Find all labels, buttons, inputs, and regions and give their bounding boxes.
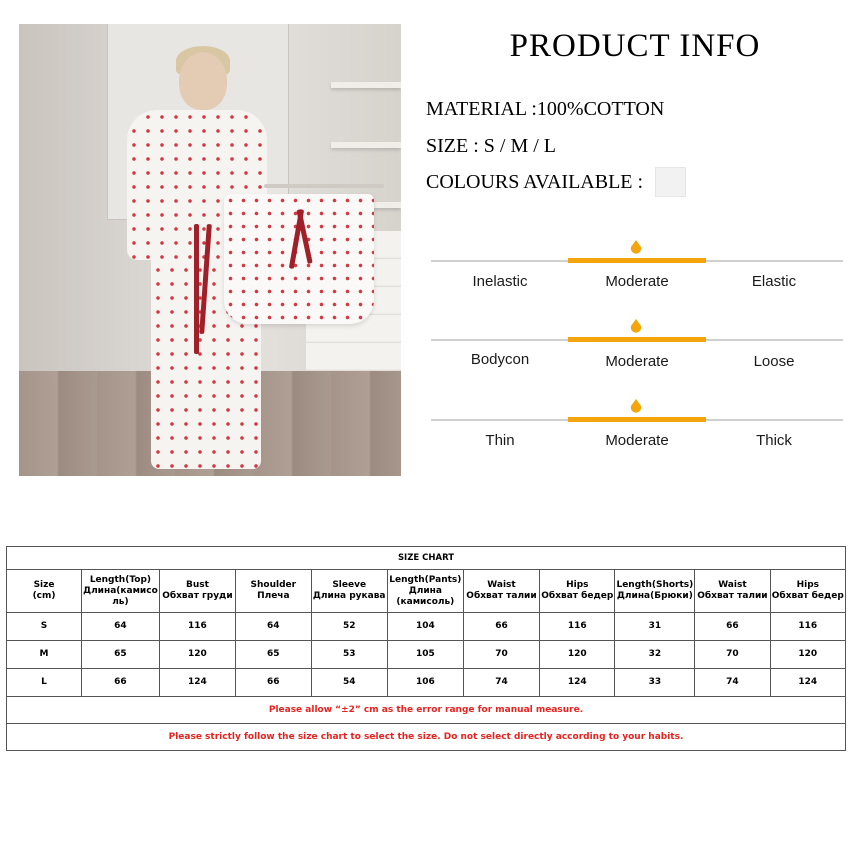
measurement-cell: 116	[770, 613, 845, 641]
measurement-cell: 64	[82, 613, 160, 641]
thickness-scale	[431, 399, 843, 459]
indicator-pin-icon	[630, 319, 642, 333]
table-row	[7, 669, 846, 697]
size-chart-title: SIZE CHART	[7, 547, 846, 570]
column-header	[540, 570, 615, 613]
column-header-line: (cm)	[32, 591, 56, 601]
indicator-pin-icon	[630, 240, 642, 254]
measurement-cell: 66	[695, 613, 770, 641]
measurement-cell: 120	[770, 641, 845, 669]
column-header	[159, 570, 235, 613]
measurement-cell: 116	[540, 613, 615, 641]
measurement-cell: 70	[463, 641, 539, 669]
measurement-cell: 124	[159, 669, 235, 697]
column-header-line: Длина	[408, 585, 442, 596]
measurement-cell: 124	[540, 669, 615, 697]
column-header-line: Length(Pants)	[389, 574, 462, 585]
measurement-cell: 124	[770, 669, 845, 697]
material-text: MATERIAL :100%COTTON	[426, 98, 665, 120]
measurement-cell: 106	[387, 669, 463, 697]
scale-right-label: Loose	[753, 353, 795, 370]
column-header	[7, 570, 82, 613]
measurement-cell: 65	[82, 641, 160, 669]
column-header-line: Length(Top)	[89, 574, 152, 585]
table-row	[7, 613, 846, 641]
column-header-line: Length(Shorts)	[616, 580, 694, 590]
measurement-cell: 54	[311, 669, 387, 697]
measurement-cell: 120	[540, 641, 615, 669]
measurement-cell: 70	[695, 641, 770, 669]
column-header	[311, 570, 387, 613]
scale-middle-label: Moderate	[605, 432, 669, 449]
column-header-line: Обхват груди	[162, 591, 233, 601]
size-chart-header-row	[7, 570, 846, 613]
scale-right-label: Thick	[756, 432, 792, 449]
measurement-cell: 66	[236, 669, 311, 697]
scale-right-label: Elastic	[751, 273, 797, 290]
column-header-line: Обхват талии	[466, 591, 537, 601]
colours-text: COLOURS AVAILABLE :	[426, 171, 644, 193]
measurement-cell: 32	[615, 641, 695, 669]
column-header-line: Длина(Брюки)	[616, 591, 693, 601]
column-header-line: Shoulder	[250, 580, 297, 590]
measurement-cell: 64	[236, 613, 311, 641]
product-photo	[19, 24, 401, 476]
product-info-title: PRODUCT INFO	[509, 28, 761, 64]
measurement-cell: 65	[236, 641, 311, 669]
measurement-cell: 31	[615, 613, 695, 641]
column-header	[770, 570, 845, 613]
column-header-line: Waist	[718, 580, 747, 590]
shelf	[331, 82, 401, 88]
pants-drawstring	[194, 224, 199, 354]
column-header-line: Hips	[566, 580, 589, 590]
scale-level	[568, 417, 706, 422]
column-header-line: ль)	[112, 596, 129, 607]
size-selection-note: Please strictly follow the size chart to select the size. Do not select directly according to your habits.	[7, 724, 846, 751]
colour-swatch	[655, 167, 686, 197]
measurement-cell: 53	[311, 641, 387, 669]
shelf	[331, 142, 401, 148]
scale-level	[568, 258, 706, 263]
column-header-line: Sleeve	[332, 580, 367, 590]
column-header	[82, 570, 160, 613]
measurement-cell: 33	[615, 669, 695, 697]
column-header-line: Bust	[185, 580, 209, 590]
column-header-line: Обхват бедер	[541, 591, 614, 601]
size-cell: M	[7, 641, 82, 669]
column-header-line: Обхват талии	[697, 591, 768, 601]
measurement-cell: 120	[159, 641, 235, 669]
hanger	[264, 184, 384, 188]
column-header-line: Waist	[487, 580, 516, 590]
column-header-line: (камисоль)	[396, 596, 455, 607]
table-row	[7, 641, 846, 669]
column-header	[695, 570, 770, 613]
column-header	[615, 570, 695, 613]
measurement-cell: 52	[311, 613, 387, 641]
scale-middle-label: Moderate	[605, 353, 669, 370]
size-chart-table	[6, 546, 846, 751]
column-header-line: Hips	[796, 580, 819, 590]
model-head	[179, 52, 227, 110]
fit-scale	[431, 319, 843, 379]
column-header-line: Обхват бедер	[771, 591, 844, 601]
column-header	[463, 570, 539, 613]
column-header	[387, 570, 463, 613]
scale-level	[568, 337, 706, 342]
scale-left-label: Bodycon	[470, 351, 530, 368]
elasticity-scale	[431, 240, 843, 300]
measurement-cell: 74	[463, 669, 539, 697]
measurement-cell: 116	[159, 613, 235, 641]
scale-left-label: Thin	[485, 432, 515, 449]
column-header-line: Длина рукава	[312, 591, 386, 601]
measurement-cell: 66	[82, 669, 160, 697]
scale-middle-label: Moderate	[605, 273, 669, 290]
measurement-cell: 105	[387, 641, 463, 669]
measurement-cell: 66	[463, 613, 539, 641]
column-header-line: Size	[33, 580, 55, 590]
size-cell: S	[7, 613, 82, 641]
indicator-pin-icon	[630, 399, 642, 413]
size-cell: L	[7, 669, 82, 697]
measurement-cell: 74	[695, 669, 770, 697]
column-header	[236, 570, 311, 613]
column-header-line: Длина(камисо	[83, 585, 158, 596]
error-range-note: Please allow “±2” cm as the error range for manual measure.	[7, 697, 846, 724]
size-text: SIZE : S / M / L	[426, 135, 557, 157]
measurement-cell: 104	[387, 613, 463, 641]
scale-left-label: Inelastic	[472, 273, 528, 290]
column-header-line: Плеча	[257, 591, 290, 601]
